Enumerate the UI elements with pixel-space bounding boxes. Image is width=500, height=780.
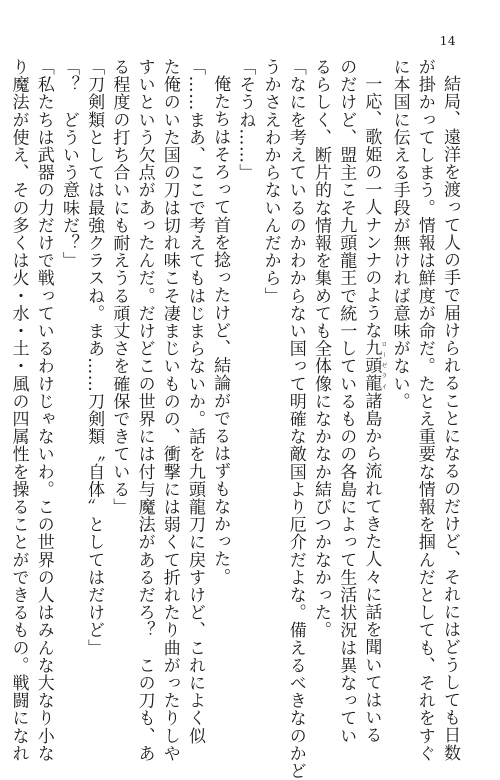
text-line: 俺たちはそろって首を捻ったけど、結論がでるはずもなかった。 bbox=[210, 75, 231, 586]
text-line: る程度の打ち合いにも耐えうる頑丈さを確保できている」 bbox=[109, 58, 130, 516]
page-number: 14 bbox=[439, 34, 456, 48]
text-line: に本国に伝える手段が無ければ意味がない。 bbox=[389, 58, 410, 410]
text-line: 「なにを考えているのかわからない国って明確な敵国より厄介だよな。備えるべきなのかど bbox=[285, 58, 306, 780]
novel-text-body bbox=[5, 58, 462, 780]
text-line: 結局、遠洋を渡って人の手で届けられることになるのだけど、それにはどうしても日数 bbox=[440, 75, 460, 762]
text-line: すいという欠点があったんだ。だけどこの世界には付与魔法があるだろ？ この刀も、あ bbox=[134, 58, 155, 762]
text-line: 「そうね……」 bbox=[235, 58, 256, 182]
text-line: が掛かってしまう。情報は鮮度が命だ。たとえ重要な情報を掴んだとしても、それをすぐ bbox=[414, 58, 435, 762]
text-line: のだけど、盟主こそ九頭龍王で統一しているものの各島によって生活状況は異なってい bbox=[336, 58, 357, 745]
text-line: うかさえわからないんだから」 bbox=[260, 58, 281, 305]
text-line: 一応、歌姫の一人ナンナのような九頭龍ローゼライ諸島から流れてきた人々に話を聞いてはいる bbox=[361, 75, 387, 744]
text-line: 「私たちは武器の力だけで戦っているわけじゃないわ。この世界の人はみんな大なり小な bbox=[33, 58, 54, 762]
text-line: 「？ どういう意味だ？」 bbox=[58, 58, 79, 270]
text-line: た俺のいた国の刀は切れ味こそ凄まじいものの、衝撃には弱くて折れたり曲がったりしや bbox=[159, 58, 180, 762]
text-line: るらしく、断片的な情報を集めても全体像になかなか結びつかなかった。 bbox=[310, 58, 331, 639]
ruby-annotation: 九頭龍ローゼライ bbox=[361, 339, 387, 392]
text-line: 「……まあ、ここで考えてもはじまらないか。話を九頭龍刀に戻すけど、これによく似 bbox=[184, 58, 205, 745]
text-line: 「刀剣類としては最強クラスね。まあ……刀剣類〝自体〟としてはだけど」 bbox=[84, 58, 105, 657]
text-line: り魔法が使え、その多くは火・水・土・風の四属性を操ることができるもの。戦闘になれ bbox=[8, 58, 29, 762]
